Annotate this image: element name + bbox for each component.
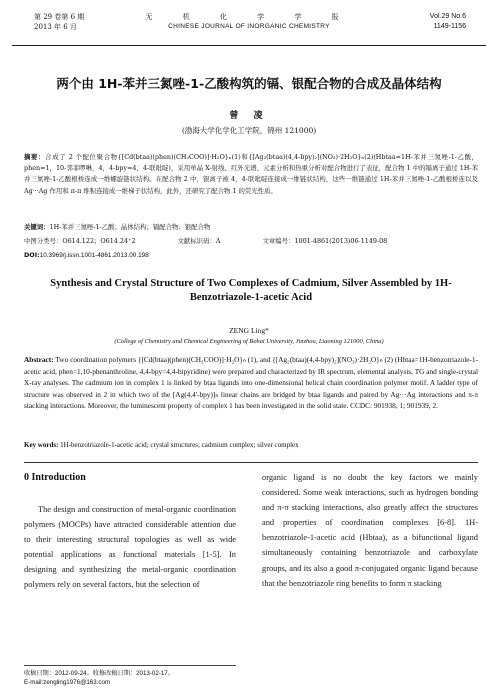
author-cn: 曾 凌 bbox=[229, 111, 269, 121]
abstract-en-text: Two coordination polymers {[Cd(btaa)(phen)(CH₃COO)]·H₂O}ₙ (1), and {[Ag₂(btaa)(4,4-bpy)₂](NO₃)·2H₂O}ₙ (2) (Hbtaa=1H-benzotriazole-1-acetic acid, phen=1,10-phenanthroline, 4,4-bpy=4,4-bipyridine) were prepared and characterized by IR spectrum, elemental analysis, TG and single-crystal X-ray analyses. The cadmium ion in complex 1 is linked by btaa ligands into one-dimensional helical chain coordination polymer motif. A ladder type of structure was observed in 2 in which two of the [Ag(4,4'-bpy)]ₙ linear chains are bridged by btaa ligands and paired by Ag···Ag interactions and π-π stacking interactions. Moreover, the luminescent property of complex 1 has been investigated in the solid state. CCDC: 901938, 1; 901939, 2. bbox=[24, 355, 478, 411]
doi-line bbox=[24, 250, 149, 261]
section-divider bbox=[24, 462, 478, 463]
keywords-en-label: Key words: bbox=[24, 441, 59, 449]
article-title-en: Synthesis and Crystal Structure of Two Complexes of Cadmium, Silver Assembled by 1H-Benzotriazole-1-acetic Acid bbox=[50, 278, 452, 303]
footnote bbox=[24, 665, 236, 687]
article-number: 文章编号：1001-4861(2013)06-1149-08 bbox=[262, 237, 388, 245]
clc-number: 中图分类号：O614.122；O614.24⁺2 bbox=[24, 237, 136, 245]
header-date-cn: 2013 年 6 月 bbox=[34, 23, 77, 31]
abstract-cn-text: 合成了 2 个配位聚合物{[Cd(btaa)(phen)(CH₃COO)]·H₂O}ₙ(1)和{[Ag₂(btaa)(4,4-bpy)₂](NO₃)·2H₂O}ₙ(2)(Hbtaa=1H-苯并三氮唑-1-乙酸，phen=1，10-邻菲啰啉，4，4-bpy=4，4-联吡啶)，采用单晶 X-射线、红外光谱、元素分析和热重分析对配合物进行了表征，配合物 1 中的镉离子通过 1H-苯并三氮唑-1-乙酸根桥连成一维螺旋链状结构。在配合物 2 中，银离子被 4，4-联吡啶连接成一维链状结构，这些一维链通过 1H-苯并三氮唑-1-乙酸根桥连以及 Ag···Ag 作用和 π-π 堆积连接成一维梯子状结构，此外，还研究了配合物 1 的荧光性质。 bbox=[24, 153, 478, 195]
keywords-en bbox=[24, 440, 478, 451]
body-column-left bbox=[24, 472, 236, 593]
keywords-cn-label: 关键词： bbox=[24, 223, 50, 231]
affiliation-en: (College of Chemistry and Chemical Engineering of Bohai University, Jinzhou, Liaoning 121000, China) bbox=[114, 338, 384, 345]
header-journal-cn: 无 机 化 学 学 报 bbox=[145, 13, 353, 21]
keywords-en-text: 1H-benzotriazole-1-acetic acid; crystal structures; cadmium complex; silver complex bbox=[60, 441, 299, 449]
header-volume-cn: 第 29 卷第 6 期 bbox=[34, 13, 85, 21]
article-title-cn: 两个由 1H-苯并三氮唑-1-乙酸构筑的镉、银配合物的合成及晶体结构 bbox=[56, 76, 442, 91]
keywords-cn-text: 1H-苯并三氮唑-1-乙酸；晶体结构；镉配合物；银配合物 bbox=[49, 223, 211, 231]
header-pages: 1149-1156 bbox=[433, 23, 466, 30]
header-journal-name bbox=[12, 12, 486, 32]
classification-line bbox=[24, 236, 478, 247]
header-journal-en: CHINESE JOURNAL OF INORGANIC CHEMISTRY bbox=[168, 23, 330, 30]
abstract-cn bbox=[24, 152, 478, 197]
abstract-en-label: Abstract: bbox=[24, 355, 54, 364]
journal-header bbox=[12, 6, 486, 46]
abstract-en bbox=[24, 354, 478, 412]
body-column-right bbox=[262, 470, 478, 591]
footnote-received: 收稿日期：2012-09-24。收修改稿日期：2013-02-17。 bbox=[24, 670, 174, 677]
doi-value: 10.3969/j.issn.1001-4861.2013.00.198 bbox=[39, 252, 149, 259]
affiliation-cn: (渤海大学化学化工学院，锦州 121000) bbox=[181, 126, 317, 135]
abstract-cn-label: 摘要： bbox=[24, 153, 46, 161]
keywords-cn bbox=[24, 222, 478, 233]
intro-paragraph-left: The design and construction of metal-organic coordination polymers (MOCPs) have attracted considerable attention due to their interesting structural topologies as well as wide potential applications as functional materials [1-5]. In designing and synthesizing the metal-organic coordination polymers rely on several factors, but the selection of bbox=[24, 505, 236, 590]
header-volume-en: Vol.29 No.6 bbox=[429, 13, 466, 20]
doi-label: DOI: bbox=[24, 251, 40, 259]
document-code: 文献标识码：A bbox=[177, 237, 221, 245]
author-en: ZENG Ling* bbox=[229, 326, 269, 335]
intro-paragraph-right: organic ligand is no doubt the key factors we mainly considered. Some weak interactions, such as hydrogen bonding and π-π stacking interactions, also greatly affect the structures and properties of coordination complexes [6-8]. 1H-benzotriazole-1-acetic acid (Hbtaa), as a bifunctional ligand simultaneously containing benzotriazole and carboxylate groups, and its also a good π-conjugated organic ligand because that the benzotriazole ring benefits to form π stacking bbox=[262, 473, 478, 588]
section-heading: 0 Introduction bbox=[24, 472, 86, 483]
footnote-email: E-mail:zengling1976@163.com bbox=[24, 679, 111, 686]
header-volume-pages bbox=[430, 12, 466, 32]
